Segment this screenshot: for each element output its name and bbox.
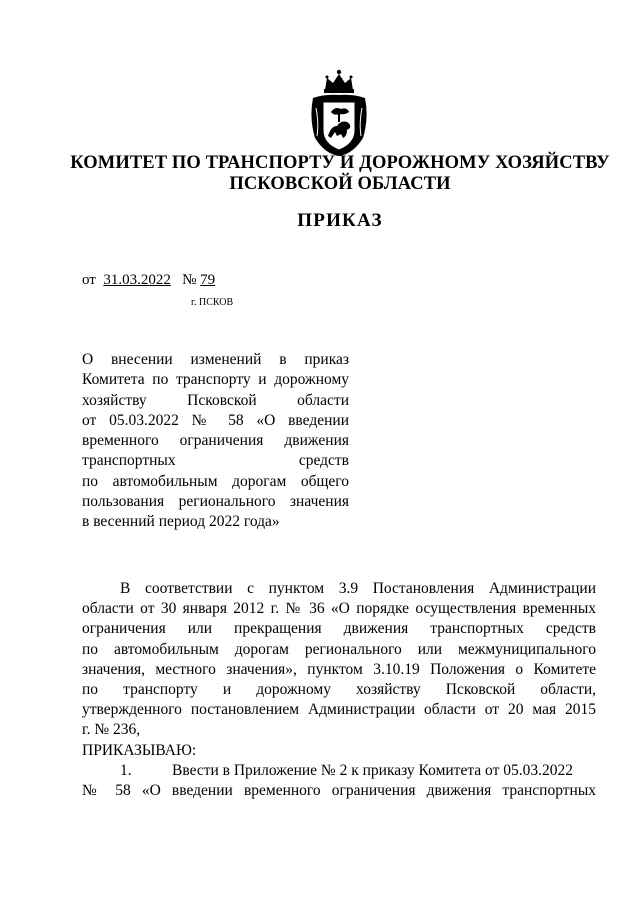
subject-line: Комитета по транспорту и дорожному bbox=[82, 371, 349, 389]
organization-title-line1: КОМИТЕТ ПО ТРАНСПОРТУ И ДОРОЖНОМУ ХОЗЯЙСТВУ bbox=[70, 153, 610, 173]
order-date-number bbox=[82, 272, 215, 289]
body-line: ограничения или прекращения движения транспортных средств bbox=[82, 620, 596, 638]
order-date: 31.03.2022 bbox=[103, 272, 171, 288]
body-line: значения, местного значения», пунктом 3.10.19 Положения о Комитете bbox=[82, 660, 596, 678]
order-item-1 bbox=[82, 761, 596, 781]
body-line: по транспорту и дорожному хозяйству Псковской области, bbox=[82, 680, 596, 698]
number-prefix: № bbox=[182, 272, 197, 288]
order-directive-word: ПРИКАЗЫВАЮ: bbox=[82, 741, 197, 759]
body-line: утвержденного постановлением Администрации области от 20 мая 2015 bbox=[82, 701, 596, 719]
document-type-title: ПРИКАЗ bbox=[297, 210, 383, 231]
body-line: № 58 «О введении временного ограничения движения транспортных bbox=[82, 781, 596, 799]
organization-title-line2: ПСКОВСКОЙ ОБЛАСТИ bbox=[229, 174, 451, 194]
subject-line: пользования регионального значения bbox=[82, 493, 349, 511]
subject-line: временного ограничения движения bbox=[82, 432, 349, 450]
order-item-text: Ввести в Приложение № 2 к приказу Комитета от 05.03.2022 bbox=[172, 761, 573, 779]
city-label: г. ПСКОВ bbox=[191, 297, 234, 308]
order-number: 79 bbox=[200, 272, 216, 288]
pskov-oblast-coat-of-arms-icon bbox=[301, 68, 377, 158]
subject-line: по автомобильным дорогам общего bbox=[82, 472, 349, 490]
body-line: по автомобильным дорогам регионального или межмуниципального bbox=[82, 640, 596, 658]
subject-line: хозяйству Псковской области bbox=[82, 391, 349, 409]
order-item-number: 1. bbox=[120, 761, 132, 779]
order-body bbox=[82, 579, 596, 801]
body-line: г. № 236, bbox=[82, 721, 141, 739]
subject-line: в весенний период 2022 года» bbox=[82, 513, 280, 531]
subject-line: О внесении изменений в приказ bbox=[82, 351, 349, 368]
order-subject bbox=[82, 350, 349, 533]
body-line: В соответствии с пунктом 3.9 Постановления Администрации bbox=[120, 580, 596, 597]
subject-line: транспортных средств bbox=[82, 452, 349, 470]
subject-line: от 05.03.2022 № 58 «О введении bbox=[82, 411, 349, 429]
body-line: области от 30 января 2012 г. № 36 «О порядке осуществления временных bbox=[82, 600, 596, 618]
date-prefix: от bbox=[82, 272, 96, 288]
